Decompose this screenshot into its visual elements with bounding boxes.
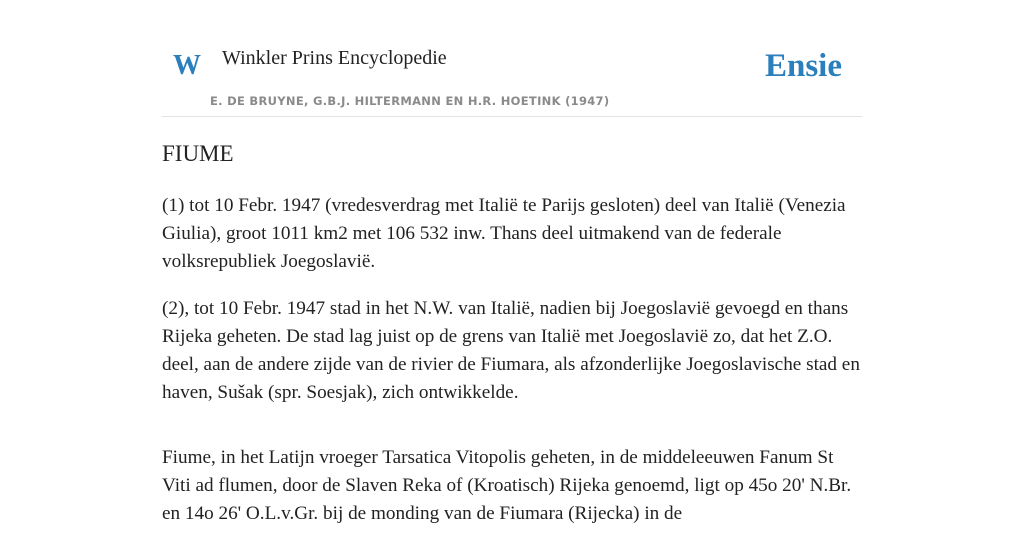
logo-w-icon[interactable]: W — [173, 50, 201, 81]
paragraph-2: (2), tot 10 Febr. 1947 stad in het N.W. van Italië, nadien bij Joegoslavië gevoegd en thans Rijeka geheten. De stad lag juist op de grens van Italië met Joegoslavië zo, dat het Z.O. deel, aan de andere zijde van de rivier de Fiumara, als afzonderlijke Joegoslavische stad en haven, Sušak (spr. Soesjak), zich ontwikkelde. — [162, 298, 860, 403]
article-body — [162, 192, 862, 547]
site-header — [162, 0, 862, 117]
ensie-logo[interactable]: Ensie — [764, 48, 842, 84]
paragraph-1: (1) tot 10 Febr. 1947 (vredesverdrag met Italië te Parijs gesloten) deel van Italië (Venezia Giulia), groot 1011 km2 met 106 532 inw. Thans deel uitmakend van de federale volksrepubliek Joegoslavië. — [162, 195, 846, 272]
authors-line: E. DE BRUYNE, G.B.J. HILTERMANN EN H.R. HOETINK (1947) — [210, 94, 610, 108]
encyclopedia-title[interactable]: Winkler Prins Encyclopedie — [222, 47, 447, 69]
page — [162, 0, 862, 524]
paragraph-3: Fiume, in het Latijn vroeger Tarsatica Vitopolis geheten, in de middeleeuwen Fanum St Viti ad flumen, door de Slaven Reka of (Kroatisch) Rijeka genoemd, ligt op 45o 20' N.Br. en 14o 26' O.L.v.Gr. bij de monding van de Fiumara (Rijecka) in de — [162, 447, 852, 524]
article-title: FIUME — [162, 141, 234, 166]
